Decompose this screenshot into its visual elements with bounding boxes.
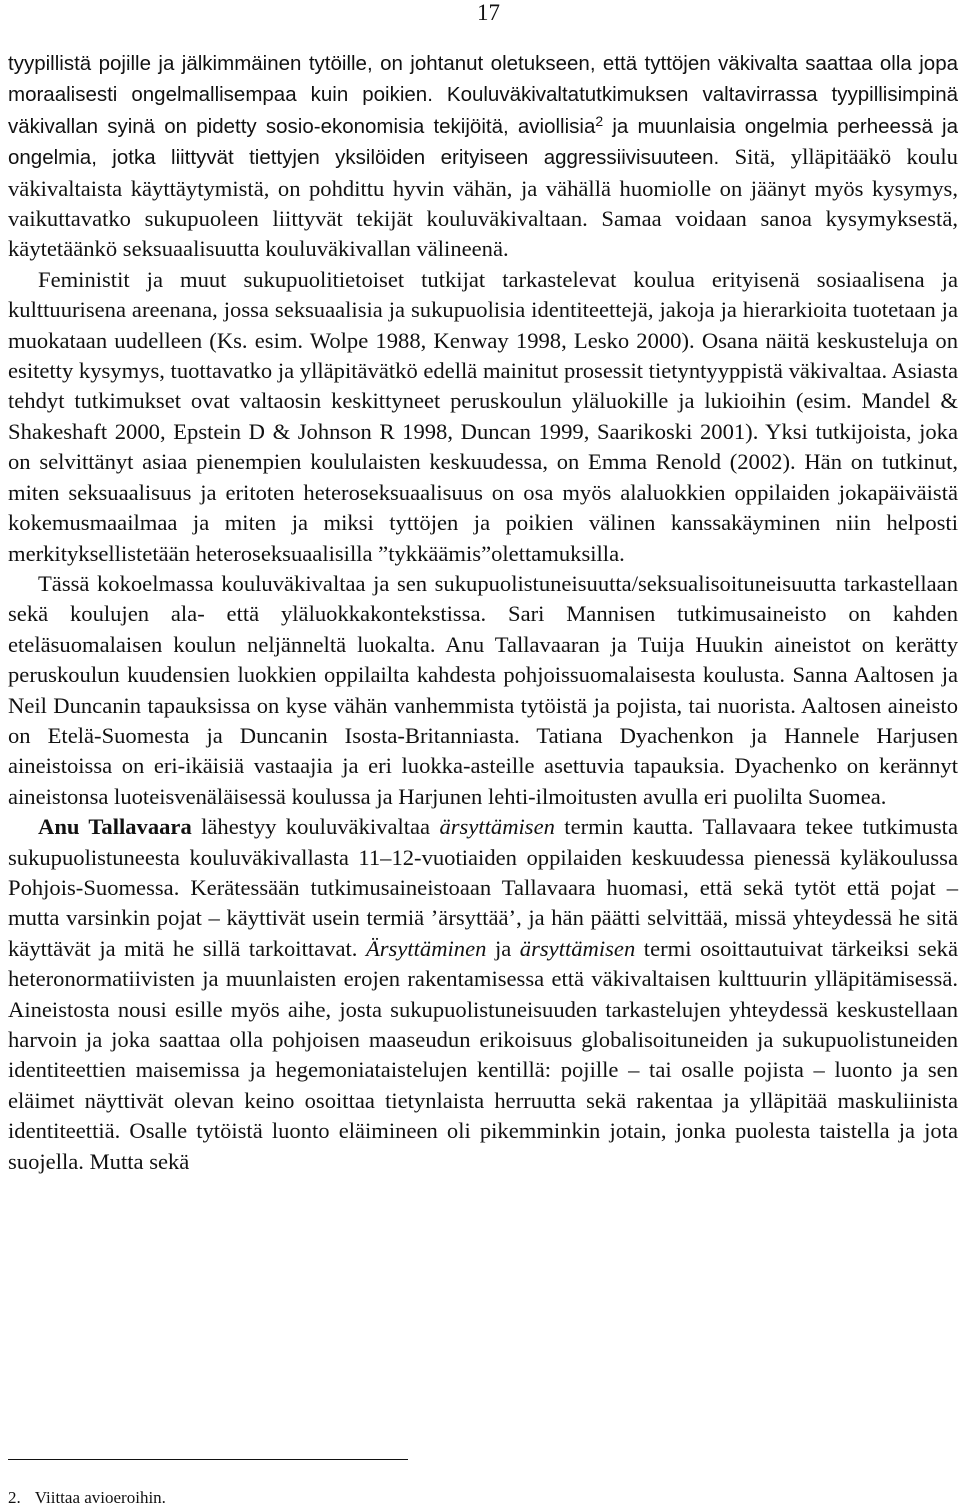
paragraph-3: Tässä kokoelmassa kouluväkivaltaa ja sen sukupuolistuneisuutta/seksualisoituneisuutta tarkastellaan sekä koulujen ala- että yläluokkakontekstissa. Sari Mannisen tutkimusaineisto on kahden eteläsuomalaisen koulun neljänneltä luokalta. Anu Tallavaaran ja Tuija Huukin aineistot on kerätty peruskoulun kuudensien luokkien oppilailta kahdesta pohjoissuomalaisesta koulusta. Sanna Aaltosen ja Neil Duncanin tapauksissa on kyse vähän vanhemmista tytöistä ja pojista, tai nuorista. Aaltosen aineisto on Etelä-Suomesta ja Duncanin Isosta-Britanniasta. Tatiana Dyachenkon ja Hannele Harjusen aineistoissa on eri-ikäisiä vastaajia ja eri luokka-asteille asettuvia tapauksia. Dyachenko on kerännyt aineistonsa luoteisvenäläisessä koulussa ja Harjunen lehti-ilmoitusten avulla eri puolilta Suomea. — [8, 570, 958, 809]
paragraph-4-text-c: ja — [486, 935, 520, 961]
paragraph-4-text-b: termin kautta. Tallavaara tekee tutkimusta sukupuolistuneesta kouluväkivallasta 11–12-vuotiaiden oppilaiden keskuudessa pienessä kyläkoulussa Pohjois-Suomessa. Kerätessään tutkimusaineistoaan Tallavaara huomasi, että sekä tytöt että pojat – mutta varsinkin pojat – käyttivät usein termiä ’ärsyttää’, ja hän päätti selvittää, missä yhteydessä he sitä käyttävät ja mitä he sillä tarkoittavat. — [8, 814, 958, 961]
paragraph-4-text-d: termi osoittautuivat tärkeiksi sekä heteronormatiivisten ja muunlaisten erojen rakentamisessa että väkivaltaisen kulttuurin ylläpitämisessä. Aineistosta nousi esille myös aihe, josta sukupuolistuneisuuden tarkastelujen yhteydessä keskustellaan harvoin ja joka saattaa olla pohjoisen maaseudun erikoisuus globalisoituneiden ja sukupuolistuneiden identiteettien maisemissa ja hegemoniataistelujen kentillä: pojille – tai osalle pojista – luonto ja sen eläimet näyttivät olevan keino osoittaa tietynlaista herruutta sekä rakentaa ja ylläpitää maskuliinista identiteettiä. Osalle tytöistä luonto eläimineen oli pikemminkin jotain, jonka puolesta taistella ja jota suojella. Mutta sekä — [8, 935, 958, 1174]
paragraph-1-text-c: Sitä, ylläpitääkö koulu väkivaltaista käyttäytymistä, on pohdittu hyvin vähän, ja vähällä huomiolle on jäänyt myös kysymys, vaikuttavatko sukupuoleen liittyvät tekijät kouluväkivaltaan. Samaa voidaan sanoa kysymyksestä, käytetäänkö seksuaalisuutta kouluväkivallan välineenä. — [8, 144, 958, 262]
footnote-reference: 2 — [595, 112, 604, 129]
footnote — [8, 1488, 166, 1508]
paragraph-4-text-a: lähestyy kouluväkivaltaa — [191, 814, 440, 840]
paragraph-1-text-a: tyypillistä pojille ja jälkimmäinen tytöille, on johtanut oletukseen, että tyttöjen väkivalta saattaa olla jopa moraalisesti ongelmallisempaa kuin poikien. Kouluväkivaltatutkimuksen valtavirrassa tyypillisimpinä väkivallan syinä on pidetty sosio-ekonomisia tekijöitä, aviollisia — [8, 52, 958, 138]
term-arsyttamisen-2: ärsyttämisen — [519, 935, 636, 961]
footnote-number: 2. — [8, 1488, 21, 1507]
term-arsyttaminen: Ärsyttäminen — [365, 935, 487, 961]
author-name: Anu Tallavaara — [38, 814, 192, 840]
term-arsyttamisen-1: ärsyttämisen — [439, 814, 555, 840]
footnote-divider — [8, 1459, 408, 1460]
paragraph-2: Feministit ja muut sukupuolitietoiset tutkijat tarkastelevat koulua erityisenä sosiaalisena ja kulttuurisena areenana, jossa seksuaalisia ja sukupuolisia identiteettejä, jakoja ja hierarkioita tuotetaan ja muokataan uudelleen (Ks. esim. Wolpe 1988, Kenway 1998, Lesko 2000). Osana näitä keskusteluja on esitetty kysymys, tuottavatko ja ylläpitävätkö edellä mainitut prosessit tietyntyyppistä väkivaltaa. Asiasta tehdyt tutkimukset ovat valtaosin keskittyneet peruskoulun yläluokille ja lukioihin (esim. Mandel & Shakeshaft 2000, Epstein D & Johnson R 1998, Duncan 1999, Saarikoski 2001). Yksi tutkijoista, joka on selvittänyt asiaa pienempien koululaisten keskuudessa, on Emma Renold (2002). Hän on tutkinut, miten seksuaalisuus ja eritoten heteroseksuaalisuus on osa myös alaluokkien oppilaiden jokapäiväistä kokemusmaailmaa ja miten ja miksi tyttöjen ja poikien välinen kanssakäyminen niin helposti merkityksellistetään heteroseksuaalisilla ”tykkäämis”olettamuksilla. — [8, 266, 959, 566]
footnote-text: Viittaa avioeroihin. — [34, 1488, 166, 1507]
paragraph-4 — [8, 812, 958, 1177]
page-number: 17 — [477, 0, 500, 25]
paragraph-1 — [8, 48, 958, 265]
body-text — [8, 48, 958, 1177]
paragraph-1-text-b: ja muunlaisia ongelmia perheessä ja ongelmia, jotka liittyvät tiettyjen yksilöiden erityiseen aggressiivisuuteen. — [8, 114, 959, 170]
